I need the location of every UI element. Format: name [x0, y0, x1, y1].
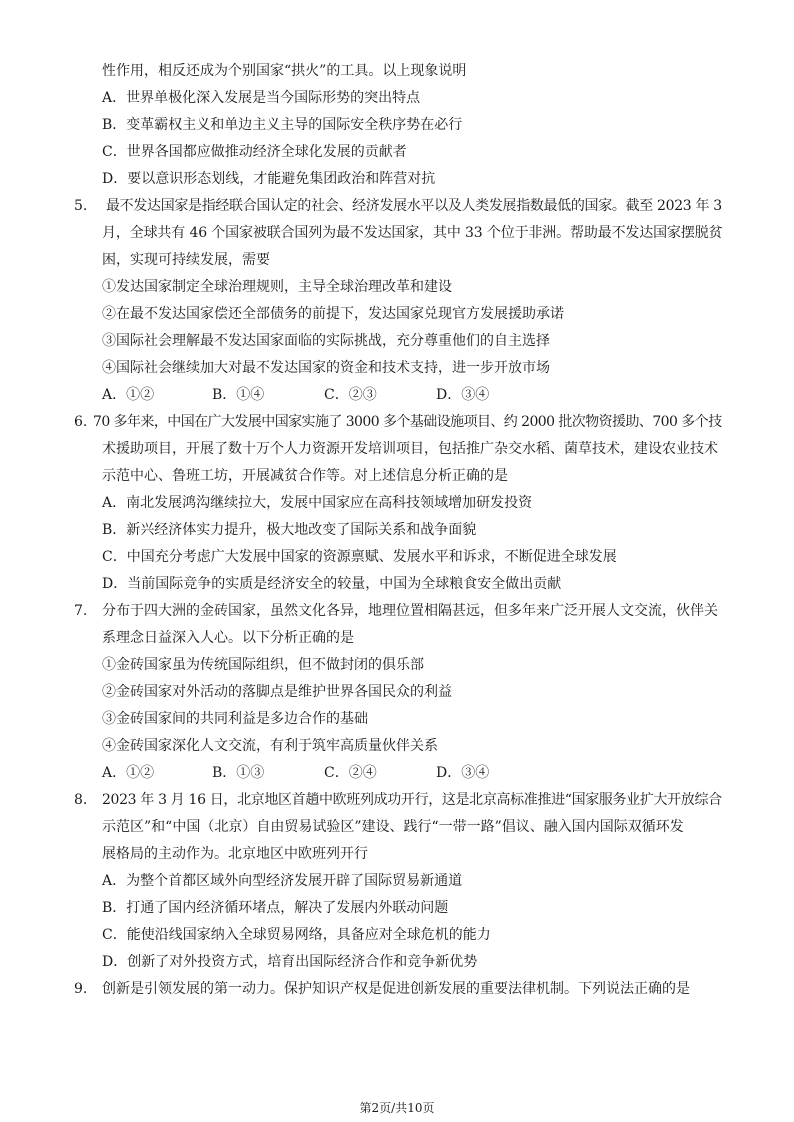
q4-stem-tail: 性作用，相反还成为个别国家“拱火”的工具。以上现象说明 [102, 63, 467, 79]
q4-option-c[interactable]: C．世界各国都应做推动经济全球化发展的贡献者 [102, 144, 407, 160]
q8-stem-line-3: 展格局的主动作为。北京地区中欧班列开行 [102, 846, 368, 862]
q7-item-1: ①金砖国家虽为传统国际组织，但不做封闭的俱乐部 [102, 657, 424, 673]
q6-option-c[interactable]: C．中国充分考虑广大发展中国家的资源禀赋、发展水平和诉求，不断促进全球发展 [102, 549, 617, 565]
q5-item-4: ④国际社会继续加大对最不发达国家的资金和技术支持，进一步开放市场 [102, 360, 550, 376]
q5-option-c[interactable]: C．②③ [324, 387, 377, 403]
q5-stem-line-2: 月，全球共有 46 个国家被联合国列为最不发达国家，其中 33 个位于非洲。帮助最不发达国家摆脱贫 [102, 225, 723, 241]
q7-item-3: ③金砖国家间的共同利益是多边合作的基础 [102, 711, 368, 727]
q4-option-a[interactable]: A．世界单极化深入发展是当今国际形势的突出特点 [102, 90, 421, 106]
q5-option-d[interactable]: D．③④ [436, 387, 490, 403]
q7-option-c[interactable]: C．②④ [324, 765, 377, 781]
q5-option-b[interactable]: B．①④ [212, 387, 265, 403]
q6-stem-line-2: 术援助项目，开展了数十万个人力资源开发培训项目，包括推广杂交水稻、菌草技术，建设农业技术 [102, 441, 718, 457]
q5-item-3: ③国际社会理解最不发达国家面临的实际挑战，充分尊重他们的自主选择 [102, 333, 550, 349]
q5-stem-line-1: 最不发达国家是指经联合国认定的社会、经济发展水平以及人类发展指数最低的国家。截至 2023 年 3 [106, 198, 722, 214]
q5-item-2: ②在最不发达国家偿还全部债务的前提下，发达国家兑现官方发展援助承诺 [102, 306, 564, 322]
q8-option-c[interactable]: C．能使沿线国家纳入全球贸易网络，具备应对全球危机的能力 [102, 927, 491, 943]
q8-number: 8. [74, 792, 88, 808]
q7-option-a[interactable]: A．①② [102, 765, 155, 781]
q5-number: 5. [74, 198, 88, 214]
q5-option-a[interactable]: A．①② [102, 387, 155, 403]
q8-stem-line-2: 示范区”和“中国（北京）自由贸易试验区”建设、践行“一带一路”倡议、融入国内国际双循环发 [102, 819, 684, 835]
q8-option-b[interactable]: B．打通了国内经济循环堵点，解决了发展内外联动问题 [102, 900, 449, 916]
q9-stem-line-1: 创新是引领发展的第一动力。保护知识产权是促进创新发展的重要法律机制。下列说法正确的是 [102, 981, 690, 997]
q7-item-2: ②金砖国家对外活动的落脚点是维护世界各国民众的利益 [102, 684, 452, 700]
q7-option-d[interactable]: D．③④ [436, 765, 490, 781]
q5-stem-line-3: 困，实现可持续发展，需要 [102, 252, 270, 268]
q4-option-d[interactable]: D．要以意识形态划线，才能避免集团政治和阵营对抗 [102, 171, 436, 187]
q7-item-4: ④金砖国家深化人文交流，有利于筑牢高质量伙伴关系 [102, 738, 438, 754]
q8-option-a[interactable]: A．为整个首都区域外向型经济发展开辟了国际贸易新通道 [102, 873, 463, 889]
q7-stem-line-2: 系理念日益深入人心。以下分析正确的是 [102, 630, 354, 646]
q7-option-b[interactable]: B．①③ [212, 765, 265, 781]
q6-option-a[interactable]: A．南北发展鸿沟继续拉大，发展中国家应在高科技领域增加研发投资 [102, 495, 533, 511]
q9-number: 9. [74, 981, 88, 997]
q6-stem-line-3: 示范中心、鲁班工坊，开展减贫合作等。对上述信息分析正确的是 [102, 468, 508, 484]
q7-number: 7. [74, 603, 88, 619]
q6-option-d[interactable]: D．当前国际竞争的实质是经济安全的较量，中国为全球粮食安全做出贡献 [102, 576, 562, 592]
q6-option-b[interactable]: B．新兴经济体实力提升，极大地改变了国际关系和战争面貌 [102, 522, 477, 538]
q6-number: 6. [74, 414, 88, 430]
q6-stem-line-1: 70 多年来，中国在广大发展中国家实施了 3000 多个基础设施项目、约 2000 批次物资援助、700 多个技 [93, 414, 722, 430]
q8-stem-line-1: 2023 年 3 月 16 日，北京地区首趟中欧班列成功开行，这是北京高标准推进“国家服务业扩大开放综合 [102, 792, 722, 808]
q4-option-b[interactable]: B．变革霸权主义和单边主义主导的国际安全秩序势在必行 [102, 117, 463, 133]
q8-option-d[interactable]: D．创新了对外投资方式，培育出国际经济合作和竞争新优势 [102, 954, 478, 970]
page-number: 第2页/共10页 [359, 1101, 435, 1115]
q5-item-1: ①发达国家制定全球治理规则，主导全球治理改革和建设 [102, 279, 452, 295]
q7-stem-line-1: 分布于四大洲的金砖国家，虽然文化各异，地理位置相隔甚远，但多年来广泛开展人文交流，伙伴关 [102, 603, 718, 619]
